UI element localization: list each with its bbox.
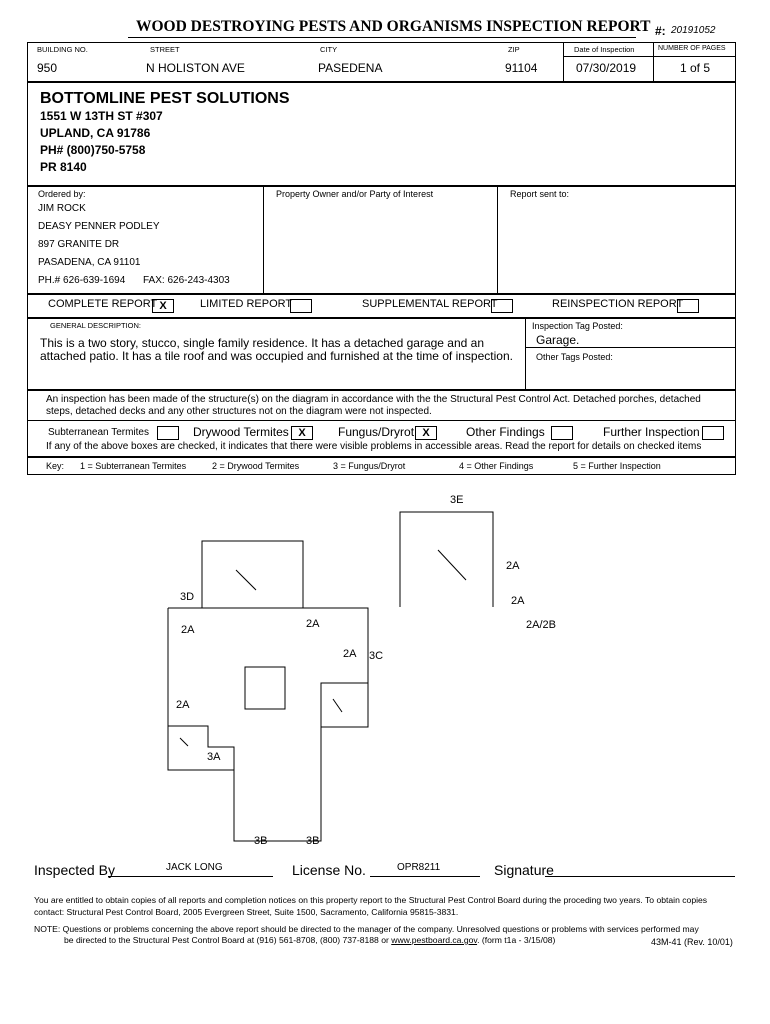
footer-note-text: . (form t1a - 3/15/08) bbox=[477, 935, 556, 945]
patio-mark bbox=[333, 699, 342, 712]
diagram-label: 2A bbox=[306, 618, 320, 630]
pages-value: 1 of 5 bbox=[680, 61, 711, 75]
diagram-label: 3E bbox=[450, 494, 464, 506]
room-mark bbox=[236, 570, 256, 590]
parties-block bbox=[27, 186, 736, 294]
license-label: License No. bbox=[292, 862, 366, 878]
zip-value: 91104 bbox=[505, 61, 538, 75]
findings-note: If any of the above boxes are checked, it indicates that there were visible problems in accessible areas. Read the report for details on checked items bbox=[46, 441, 702, 452]
ordered-by-label: Ordered by: bbox=[38, 189, 86, 199]
diagram-label: 3D bbox=[180, 591, 195, 603]
inspection-tag-label: Inspection Tag Posted: bbox=[532, 321, 623, 331]
diagram-label: 2A bbox=[343, 648, 357, 660]
key-item: 5 = Further Inspection bbox=[573, 461, 661, 471]
footer-note: NOTE: Questions or problems concerning the above report should be directed to the manager of the company. Unresolved questions or problems with services performed may bbox=[34, 924, 699, 934]
key-item: 4 = Other Findings bbox=[459, 461, 534, 471]
diagram-label: 2A bbox=[511, 595, 525, 607]
footer-note bbox=[64, 935, 555, 945]
diagram-label: 2A/2B bbox=[526, 619, 556, 631]
supplemental-report-checkbox[interactable] bbox=[491, 299, 513, 313]
inspection-tag-value: Garage. bbox=[536, 333, 580, 347]
further-inspection-label: Further Inspection bbox=[603, 425, 700, 439]
reinspection-report-checkbox[interactable] bbox=[677, 299, 699, 313]
ordered-by-fax: FAX: 626-243-4303 bbox=[143, 275, 230, 286]
diagram-label: 3A bbox=[207, 751, 221, 763]
building-no-label: BUILDING NO. bbox=[37, 45, 88, 54]
further-inspection-checkbox[interactable] bbox=[702, 426, 724, 440]
key-label: Key: bbox=[46, 461, 65, 471]
report-number-label: #: bbox=[655, 24, 666, 38]
subterranean-label: Subterranean Termites bbox=[48, 427, 149, 438]
key-item: 1 = Subterranean Termites bbox=[80, 461, 187, 471]
pages-label: NUMBER OF PAGES bbox=[658, 45, 726, 52]
house-upper-outline bbox=[202, 541, 303, 608]
street-value: N HOLISTON AVE bbox=[146, 61, 245, 75]
report-title: WOOD DESTROYING PESTS AND ORGANISMS INSPECTION REPORT bbox=[136, 18, 651, 35]
footer-note-text: be directed to the Structural Pest Control Board at (916) 561-8708, (800) 737-8188 or bbox=[64, 935, 392, 945]
complete-report-checkbox[interactable]: X bbox=[152, 299, 174, 313]
diagram-label: 3B bbox=[306, 835, 320, 847]
company-address2: UPLAND, CA 91786 bbox=[40, 126, 151, 140]
fungus-label: Fungus/Dryrot bbox=[338, 425, 415, 439]
supplemental-report-label: SUPPLEMENTAL REPORT bbox=[362, 298, 498, 310]
diagram-label: 2A bbox=[181, 624, 195, 636]
limited-report-checkbox[interactable] bbox=[290, 299, 312, 313]
company-address1: 1551 W 13TH ST #307 bbox=[40, 109, 163, 123]
patio-outline bbox=[321, 683, 368, 727]
city-label: CITY bbox=[320, 45, 338, 54]
signature-line[interactable] bbox=[545, 876, 735, 877]
street-label: STREET bbox=[150, 45, 180, 54]
date-value: 07/30/2019 bbox=[576, 61, 637, 75]
ordered-by-line: JIM ROCK bbox=[38, 203, 86, 214]
drywood-checkbox[interactable]: X bbox=[291, 426, 313, 440]
report-sent-label: Report sent to: bbox=[510, 189, 570, 199]
owner-label: Property Owner and/or Party of Interest bbox=[276, 189, 434, 199]
license-number: OPR8211 bbox=[397, 862, 441, 873]
building-no-value: 950 bbox=[37, 61, 58, 75]
limited-report-label: LIMITED REPORT bbox=[200, 298, 293, 310]
ordered-by-line: PASADENA, CA 91101 bbox=[38, 257, 141, 268]
other-tags-label: Other Tags Posted: bbox=[536, 352, 613, 362]
diagram-label: 3C bbox=[369, 650, 384, 662]
date-label: Date of Inspection bbox=[574, 45, 635, 54]
floor-plan-diagram bbox=[0, 475, 770, 875]
general-description-line: attached patio. It has a tile roof and was occupied and furnished at the time of inspection. bbox=[40, 349, 513, 363]
company-license: PR 8140 bbox=[40, 160, 87, 174]
ordered-by-line: 897 GRANITE DR bbox=[38, 239, 120, 250]
zip-label: ZIP bbox=[508, 45, 520, 54]
general-description-label: GENERAL DESCRIPTION: bbox=[50, 321, 141, 330]
complete-report-label: COMPLETE REPORT bbox=[48, 298, 158, 310]
signature-label: Signature bbox=[494, 862, 554, 878]
title-underline bbox=[128, 37, 636, 38]
form-number: 43M-41 (Rev. 10/01) bbox=[651, 937, 733, 947]
interior-room bbox=[245, 667, 285, 709]
reinspection-report-label: REINSPECTION REPORT bbox=[552, 298, 684, 310]
other-findings-checkbox[interactable] bbox=[551, 426, 573, 440]
company-name: BOTTOMLINE PEST SOLUTIONS bbox=[40, 90, 290, 107]
drywood-label: Drywood Termites bbox=[193, 425, 289, 439]
house-main-outline bbox=[168, 608, 368, 841]
footer-text: You are entitled to obtain copies of all reports and completion notices on this property report to the Structural Pest Control Board during the proceding two years. To obtain copies bbox=[34, 895, 708, 905]
footer-text: contact: Structural Pest Control Board, 2005 Evergreen Street, Suite 1500, Sacramento, California 95815-3831. bbox=[34, 907, 459, 917]
inspected-by-label: Inspected By bbox=[34, 862, 115, 878]
pestboard-link[interactable]: www.pestboard.ca.gov bbox=[391, 935, 478, 945]
diagram-label: 2A bbox=[176, 699, 190, 711]
subterranean-checkbox[interactable] bbox=[157, 426, 179, 440]
ordered-by-line: DEASY PENNER PODLEY bbox=[38, 221, 160, 232]
key-item: 2 = Drywood Termites bbox=[212, 461, 300, 471]
company-phone: PH# (800)750-5758 bbox=[40, 143, 146, 157]
room-mark bbox=[180, 738, 188, 746]
garage-door-mark bbox=[438, 550, 466, 580]
diagram-label: 3B bbox=[254, 835, 268, 847]
report-number: 20191052 bbox=[671, 25, 716, 36]
city-value: PASEDENA bbox=[318, 61, 383, 75]
inspection-statement: An inspection has been made of the structure(s) on the diagram in accordance with the the Structural Pest Control Act. Detached porches, detached bbox=[46, 394, 701, 405]
general-description-line: This is a two story, stucco, single family residence. It has a detached garage and an bbox=[40, 336, 485, 350]
ordered-by-phone: PH.# 626-639-1694 bbox=[38, 275, 126, 286]
fungus-checkbox[interactable]: X bbox=[415, 426, 437, 440]
other-findings-label: Other Findings bbox=[466, 425, 545, 439]
inspector-name: JACK LONG bbox=[166, 862, 223, 873]
inspection-statement: steps, detached decks and any other structures not on the diagram were not inspected. bbox=[46, 406, 432, 417]
diagram-label: 2A bbox=[506, 560, 520, 572]
key-item: 3 = Fungus/Dryrot bbox=[333, 461, 406, 471]
